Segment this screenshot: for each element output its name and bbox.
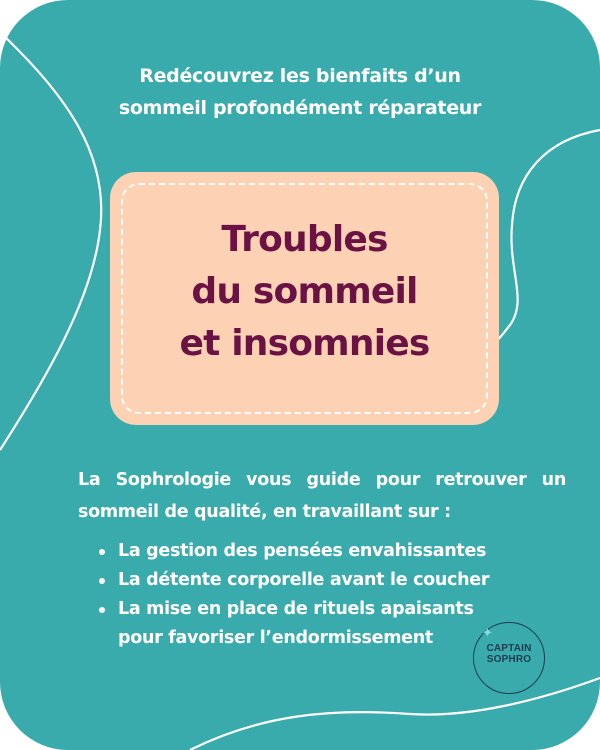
bullet-dot-icon	[99, 578, 105, 584]
title-box	[110, 172, 499, 425]
list-item-text: La gestion des pensées envahissantes	[118, 541, 487, 561]
list-item-text-continued: pour favoriser l’endormissement	[118, 628, 433, 648]
page-title	[110, 214, 499, 370]
list-item-text: La mise en place de rituels apaisants	[118, 599, 474, 619]
logo	[473, 622, 545, 694]
title-line-2: du sommeil	[191, 271, 418, 312]
title-line-3: et insomnies	[179, 323, 430, 364]
title-line-1: Troubles	[221, 219, 388, 260]
list-item	[96, 566, 516, 595]
logo-line-2: SOPHRO	[486, 654, 532, 665]
bullet-dot-icon	[99, 607, 105, 613]
intro-text: La Sophrologie vous guide pour retrouver un sommeil de qualité, en travaillant sur :	[78, 470, 566, 522]
sparkle-icon: ✦	[482, 626, 493, 641]
subtitle-line-2: sommeil profondément réparateur	[118, 97, 482, 119]
subtitle-line-1: Redécouvrez les bienfaits d’un	[139, 65, 461, 87]
list-item-text: La détente corporelle avant le coucher	[118, 570, 490, 590]
benefits-list	[96, 537, 516, 653]
subtitle	[60, 60, 540, 124]
list-item	[96, 537, 516, 566]
bullet-dot-icon	[99, 549, 105, 555]
list-item	[96, 595, 516, 653]
logo-line-1: CAPTAIN	[486, 643, 532, 654]
